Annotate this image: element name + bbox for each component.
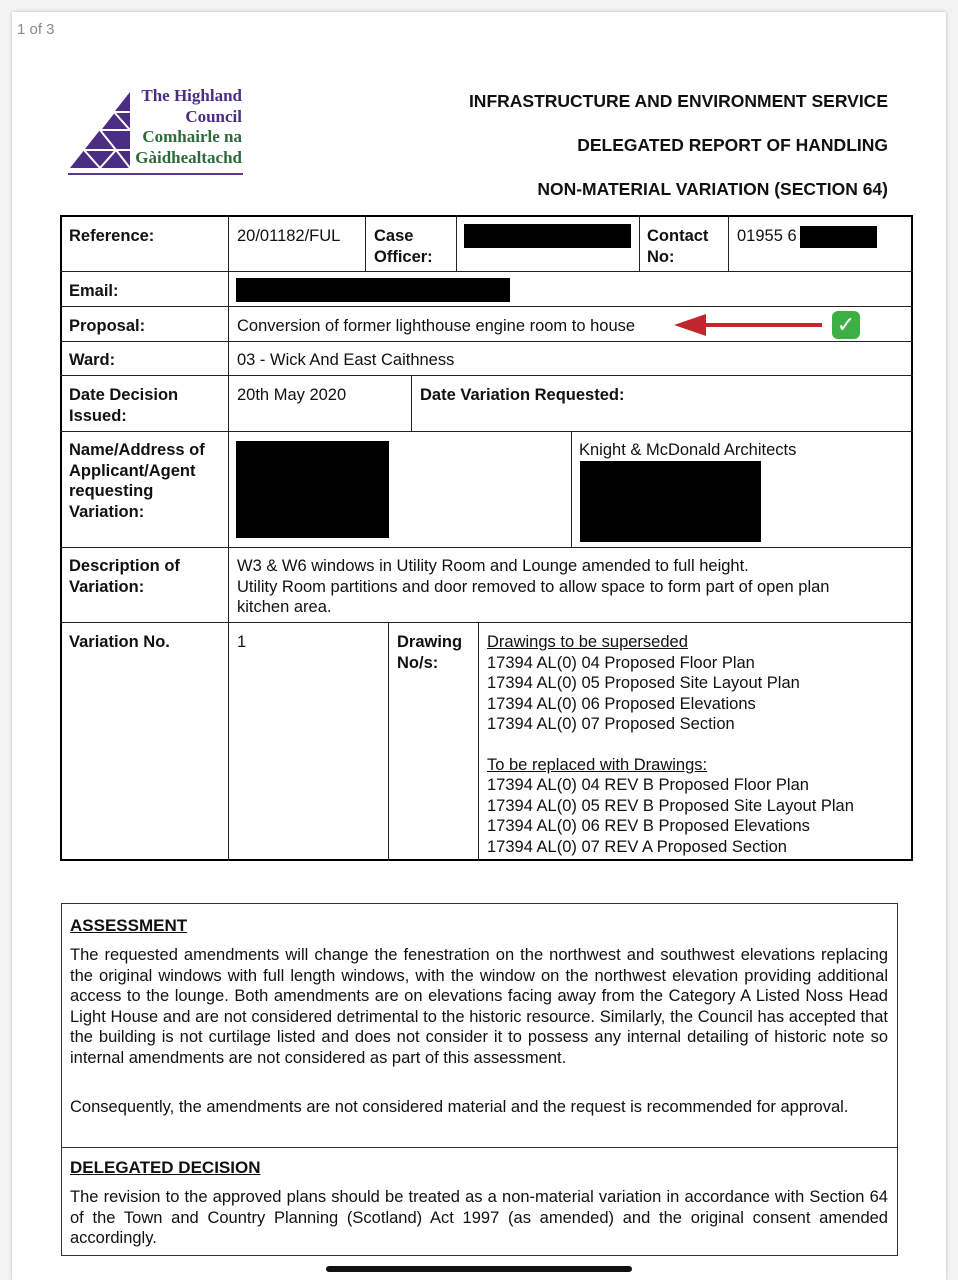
drawing-item: 17394 AL(0) 05 REV B Proposed Site Layout Plan [487,796,854,815]
redacted-contact-number [800,226,877,248]
assessment-paragraph: The requested amendments will change the fenestration on the northwest and southwest elevations replacing the original windows with full length windows, with the window on the northwest elevation providing additional access to the lounge. Both amendments are on elevations facing away from the Category A Listed Noss Head Light House and are not considered detrimental to the historic resource. Similarly, the Council has accepted that the building is not curtilage listed and does not consider it to possess any internal detailing of historic note so internal amendments are not considered as part of this assessment. [70,946,888,1067]
drawing-item: 17394 AL(0) 07 Proposed Section [487,715,735,733]
label-line: Case [374,227,414,245]
description-value [237,556,829,618]
label-line: Drawing [397,633,463,651]
variation-type-title: NON-MATERIAL VARIATION (SECTION 64) [537,179,888,199]
date-decision-label [69,385,178,426]
drawing-item: 17394 AL(0) 06 REV B Proposed Elevations [487,817,810,835]
report-title: DELEGATED REPORT OF HANDLING [577,135,888,155]
drawing-item: 17394 AL(0) 04 REV B Proposed Floor Plan [487,776,809,794]
redacted-agent-address [580,461,761,542]
redacted-applicant-address [236,441,389,538]
council-name-line: The Highland [141,86,242,105]
label-line: Variation: [69,502,145,521]
council-name [124,86,242,168]
check-mark-button-icon: ✓ [832,311,860,339]
proposal-label: Proposal: [69,317,146,335]
description-label [69,556,180,597]
contact-label [647,226,708,267]
ward-label: Ward: [69,351,116,369]
label-line: Applicant/Agent [69,461,196,480]
drawings-list [487,632,854,857]
agent-name: Knight & McDonald Architects [579,441,797,459]
drawing-item: 17394 AL(0) 04 Proposed Floor Plan [487,653,755,672]
drawing-nos-label [397,632,462,673]
label-line: Contact [647,227,709,245]
service-title: INFRASTRUCTURE AND ENVIRONMENT SERVICE [468,91,888,111]
applicant-label [69,440,205,522]
council-name-line: Council [185,106,242,126]
description-line: W3 & W6 windows in Utility Room and Lounge amended to full height. [237,557,749,575]
label-line: Name/Address of [69,441,205,459]
label-line: Date Decision [69,386,179,404]
ward-value: 03 - Wick And East Caithness [237,351,455,369]
assessment-conclusion: Consequently, the amendments are not considered material and the request is recommended for approval. [70,1098,849,1116]
assessment-box [61,903,898,1256]
reference-label: Reference: [69,227,155,245]
contact-value: 01955 6 [737,227,797,245]
label-line: Description of [69,557,180,575]
label-line: Issued: [69,406,127,425]
assessment-heading: ASSESSMENT [70,916,188,935]
home-indicator[interactable] [326,1266,632,1272]
drawing-item: 17394 AL(0) 05 Proposed Site Layout Plan [487,674,800,692]
redacted-case-officer [464,224,631,248]
label-line: No: [647,247,675,266]
drawing-item: 17394 AL(0) 06 Proposed Elevations [487,694,756,713]
proposal-value: Conversion of former lighthouse engine room to house [237,317,636,335]
red-arrow-icon [672,312,832,338]
date-variation-label: Date Variation Requested: [420,386,625,404]
date-decision-value: 20th May 2020 [237,386,347,404]
description-line: kitchen area. [237,598,332,616]
replacement-heading: To be replaced with Drawings: [487,755,708,774]
label-line: No/s: [397,653,439,672]
label-line: Variation: [69,577,145,596]
redacted-email [236,278,510,302]
label-line: requesting [69,482,154,500]
case-officer-label [374,226,433,267]
description-line: Utility Room partitions and door removed to allow space to form part of open plan [237,577,830,596]
reference-value: 20/01182/FUL [237,227,341,245]
logo-underline [68,173,243,175]
page-counter: 1 of 3 [17,21,55,38]
council-name-line: Gàidhealtachd [135,147,242,167]
email-label: Email: [69,282,119,300]
drawing-item: 17394 AL(0) 07 REV A Proposed Section [487,837,787,856]
delegated-decision-text: The revision to the approved plans should be treated as a non-material variation in accordance with Section 64 of the Town and Country Planning (Scotland) Act 1997 (as amended) and the original consent amended accordingly. [70,1188,888,1247]
council-name-line: Comhairle na [142,127,242,146]
variation-no-label: Variation No. [69,633,170,651]
delegated-decision-heading: DELEGATED DECISION [70,1158,261,1177]
label-line: Officer: [374,247,433,266]
superseded-heading: Drawings to be superseded [487,633,688,651]
variation-no-value: 1 [237,633,247,651]
